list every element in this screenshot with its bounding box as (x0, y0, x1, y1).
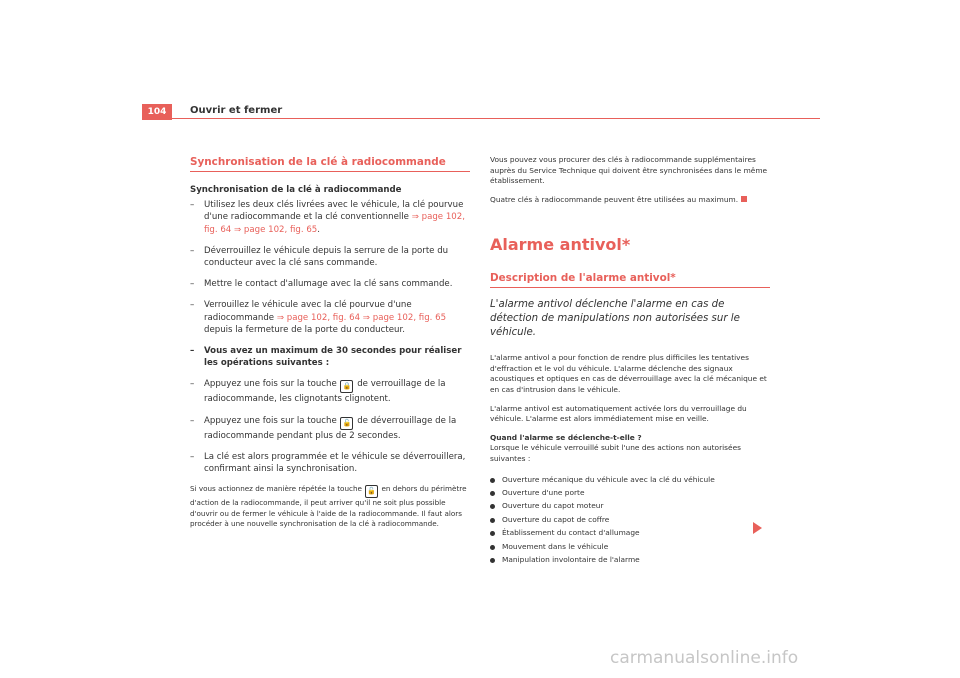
list-item (490, 540, 770, 553)
step-text-post: de verrouillage de la radiocommande, les clignotants clignotent. (204, 379, 446, 405)
list-item (490, 486, 770, 499)
step-dash: – (190, 300, 195, 311)
step-text: Appuyez une fois sur la touche (204, 415, 340, 426)
step-6 (190, 378, 470, 405)
right-column (490, 155, 770, 566)
step-2 (190, 245, 470, 269)
step-text: Déverrouillez le véhicule depuis la serrure de la porte du conducteur avec la clé sans commande. (204, 245, 449, 269)
step-7 (190, 415, 470, 442)
watermark: carmanualsonline.info (610, 648, 799, 668)
step-text-post: de déverrouillage de la radiocommande pendant plus de 2 secondes. (204, 415, 457, 441)
list-item-text: Ouverture mécanique du véhicule avec la clé du véhicule (502, 474, 715, 484)
next-page-arrow-icon[interactable] (753, 522, 762, 534)
paragraph-extra-keys: Vous pouvez vous procurer des clés à radiocommande supplémentaires auprès du Service Technique qui doivent être synchronisées dans le même établissement. (490, 155, 768, 186)
bullet-icon (490, 478, 495, 483)
chapter-title-alarm: Alarme antivol* (490, 235, 631, 255)
bullet-icon (490, 504, 495, 509)
step-1 (190, 199, 470, 236)
step-text: Utilisez les deux clés livrées avec le véhicule, la clé pourvue d'une radiocommande et la clé conventionnelle (204, 200, 464, 223)
note-post: en dehors du périmètre d'action de la radiocommande, il peut arriver qu'il ne soit plus possible d'ouvrir ou de fermer le véhicule à l'aide de la radiocommande. Il faut alors procéder à une nouvelle synchronisation de la clé à radiocommande. (190, 484, 467, 529)
bullet-icon (490, 491, 495, 496)
lead-text: L'alarme antivol déclenche l'alarme en cas de détection de manipulations non autorisées sur le véhicule. (490, 299, 740, 338)
section-end-marker (741, 196, 747, 202)
bullet-icon (490, 558, 495, 563)
bullet-icon (490, 518, 495, 523)
step-dash: – (190, 346, 195, 357)
step-text-end: . (317, 224, 320, 235)
list-item (490, 499, 770, 512)
step-4 (190, 299, 470, 336)
header-rule (172, 118, 820, 119)
step-dash: – (190, 415, 195, 426)
list-item-text: Manipulation involontaire de l'alarme (502, 554, 640, 564)
step-text: Vous avez un maximum de 30 secondes pour réaliser les opérations suivantes : (204, 346, 462, 369)
step-3 (190, 278, 470, 290)
subsection-title-sync: Synchronisation de la clé à radiocommande (190, 185, 402, 195)
step-dash: – (190, 245, 195, 256)
step-8 (190, 451, 470, 475)
step-text: Verrouillez le véhicule avec la clé pourvue d'une radiocommande (204, 300, 412, 323)
page-number: 104 (142, 104, 172, 120)
list-item (490, 553, 770, 566)
paragraph-trigger-intro: Lorsque le véhicule verrouillé subit l'une des actions non autorisées suivantes : (490, 443, 741, 463)
list-item (490, 513, 770, 526)
unlock-key-icon: 🔓 (365, 485, 378, 498)
list-item-text: Établissement du contact d'allumage (502, 528, 640, 538)
list-item-text: Ouverture d'une porte (502, 487, 585, 497)
unlock-key-icon: 🔓 (340, 417, 353, 430)
paragraph-max-keys (490, 195, 770, 206)
list-item-text: Ouverture du capot de coffre (502, 514, 610, 524)
bullet-icon (490, 545, 495, 550)
left-column (190, 155, 470, 529)
note-text (190, 484, 470, 529)
step-text: Appuyez une fois sur la touche (204, 379, 340, 390)
step-dash: – (190, 379, 195, 390)
max-keys-text: Quatre clés à radiocommande peuvent être utilisées au maximum. (490, 194, 739, 204)
page-reference-link[interactable]: ⇒ page 102, fig. 64 ⇒ page 102, fig. 65 (204, 212, 465, 235)
question-heading: Quand l'alarme se déclenche-t-elle ? (490, 432, 642, 442)
step-dash: – (190, 279, 195, 290)
step-dash: – (190, 200, 195, 211)
step-dash: – (190, 451, 195, 462)
list-item (490, 473, 770, 486)
note-pre: Si vous actionnez de manière répétée la touche (190, 484, 365, 494)
trigger-list (490, 473, 770, 567)
step-5 (190, 345, 470, 369)
paragraph-alarm-function: L'alarme antivol a pour fonction de rendre plus difficiles les tentatives d'effraction et le vol du véhicule. L'alarme déclenche des signaux acoustiques et optiques en cas de déverrouillage avec la clé mécanique et en cas d'intrusion dans le véhicule. (490, 353, 767, 394)
step-text: Mettre le contact d'allumage avec la clé sans commande. (204, 279, 453, 290)
step-text-end: depuis la fermeture de la porte du conducteur. (204, 324, 405, 335)
lock-key-icon: 🔒 (340, 380, 353, 393)
list-item (490, 526, 770, 539)
running-header: Ouvrir et fermer (190, 105, 283, 116)
bullet-icon (490, 531, 495, 536)
step-text: La clé est alors programmée et le véhicule se déverrouillera, confirmant ainsi la synchronisation. (204, 451, 466, 475)
list-item-text: Ouverture du capot moteur (502, 501, 604, 511)
page-reference-link[interactable]: ⇒ page 102, fig. 64 ⇒ page 102, fig. 65 (276, 312, 447, 323)
section-title-sync: Synchronisation de la clé à radiocommande (190, 155, 470, 172)
paragraph-alarm-activation: L'alarme antivol est automatiquement activée lors du verrouillage du véhicule. L'alarme est alors immédiatement mise en veille. (490, 403, 747, 424)
section-title-alarm: Description de l'alarme antivol* (490, 271, 770, 288)
list-item-text: Mouvement dans le véhicule (502, 541, 609, 551)
